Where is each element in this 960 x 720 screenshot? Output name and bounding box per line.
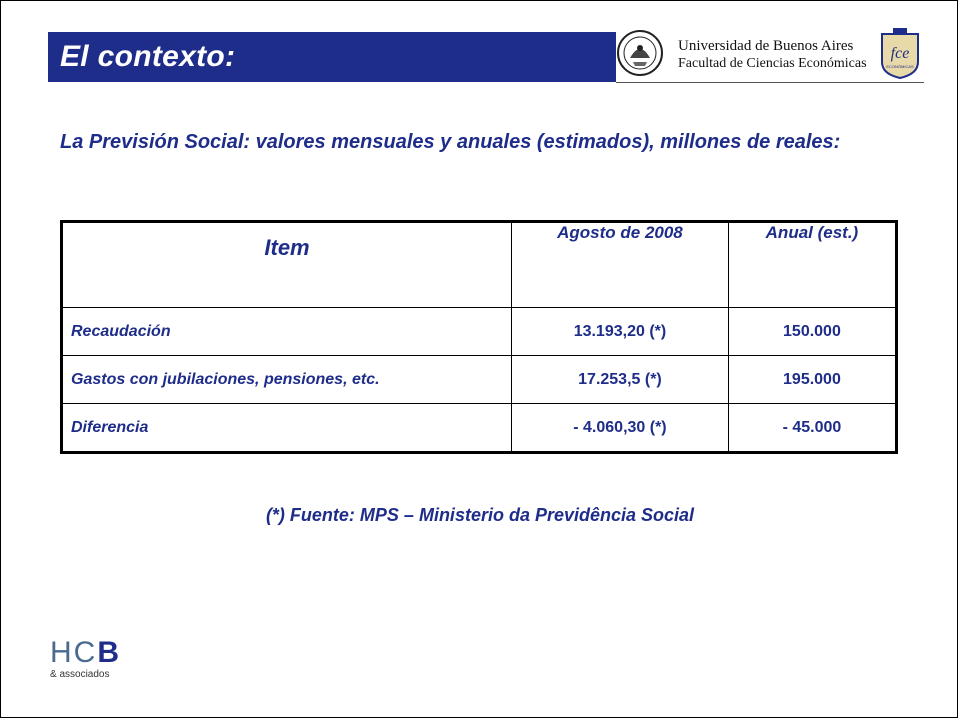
fce-mark: fce [890,45,910,62]
hcb-logo [50,638,140,682]
hcb-tagline: & associados [50,669,110,680]
slide-subtitle: La Previsión Social: valores mensuales y anuales (estimados), millones de reales: [60,131,841,153]
university-name [678,38,868,72]
hcb-b: B [97,636,122,669]
university-line: Universidad de Buenos Aires [678,38,854,54]
hcb-hc: HC [50,636,98,669]
row-item: Gastos con jubilaciones, pensiones, etc. [62,356,512,404]
row-anual: 195.000 [728,356,896,404]
logo-divider [616,82,924,83]
header-anual: Anual (est.) [728,222,896,308]
pension-table [60,220,898,454]
row-item: Recaudación [62,308,512,356]
row-agosto: 17.253,5 (*) [512,356,729,404]
row-agosto: 13.193,20 (*) [512,308,729,356]
table-row [62,404,897,453]
fce-small-text: ECONÓMICAS [886,64,914,69]
row-item: Diferencia [62,404,512,453]
table-row [62,308,897,356]
row-agosto: - 4.060,30 (*) [512,404,729,453]
header-agosto: Agosto de 2008 [512,222,729,308]
title-bar [48,32,616,82]
header-item: Item [62,222,512,308]
source-footnote: (*) Fuente: MPS – Ministerio da Previdência Social [265,505,695,525]
university-logo [616,24,924,84]
hcb-letters [50,638,140,668]
table-row [62,356,897,404]
row-anual: - 45.000 [728,404,896,453]
faculty-line: Facultad de Ciencias Económicas [678,56,867,71]
fce-shield-icon [880,28,920,80]
slide-title: El contexto: [60,40,236,73]
uba-seal-icon [616,28,664,78]
table-header-row [62,222,897,308]
row-anual: 150.000 [728,308,896,356]
